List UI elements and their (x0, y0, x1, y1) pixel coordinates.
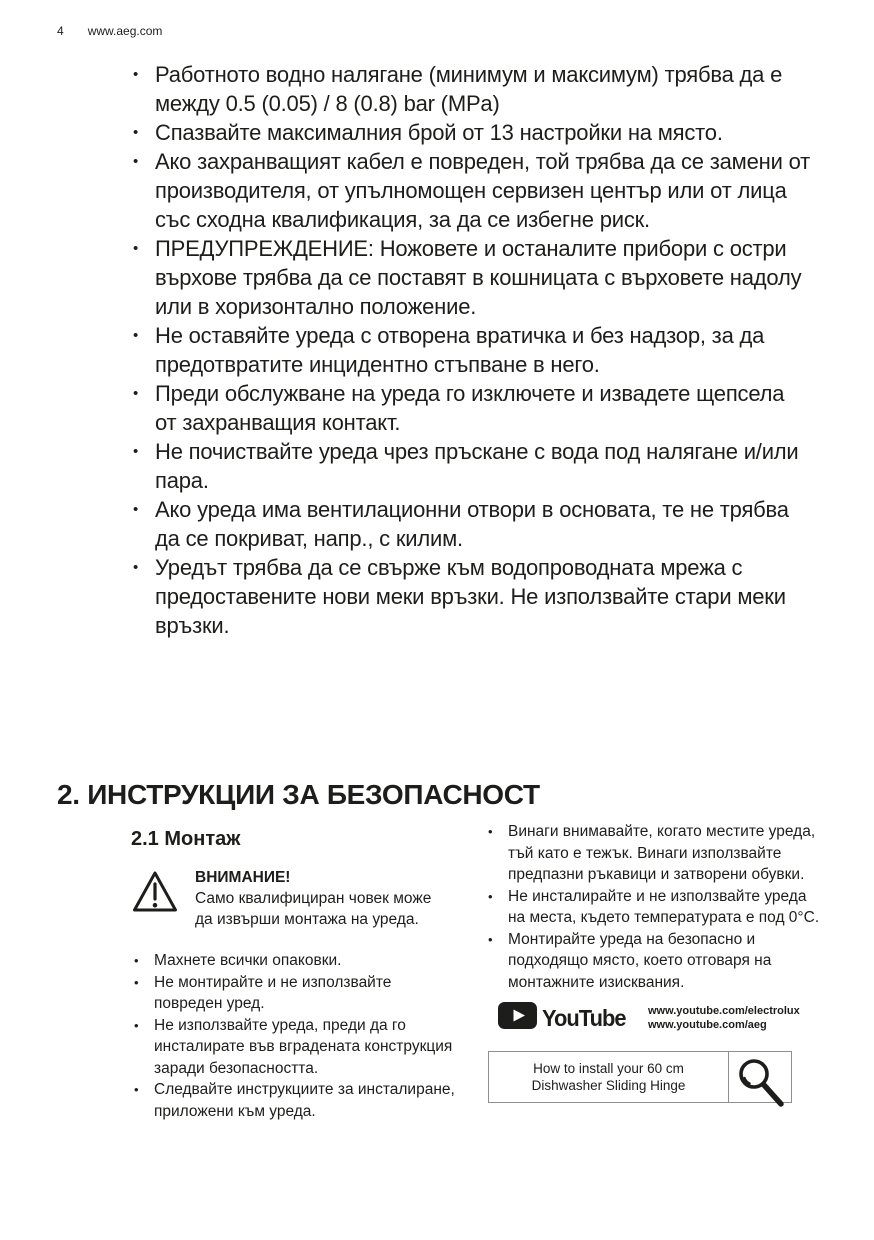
warning-text: Само квалифициран човек може да извърши монтажа на уреда. (195, 890, 432, 928)
list-item: • Ако уреда има вентилационни отвори в основата, те не трябва да се покриват, напр., с килим. (133, 495, 811, 553)
list-item: • Винаги внимавайте, когато местите уреда, тъй като е тежък. Винаги използвайте предпазни ръкавици и затворени обувки. (485, 821, 825, 886)
section-title: 2. ИНСТРУКЦИИ ЗА БЕЗОПАСНОСТ (57, 779, 540, 810)
warning-body (195, 867, 435, 930)
installation-list-right (485, 821, 825, 993)
site-url: www.aeg.com (87, 24, 163, 38)
page-header (57, 24, 162, 38)
youtube-play-icon (498, 1002, 537, 1034)
page-number: 4 (57, 24, 64, 38)
video-reference-box (488, 1051, 792, 1103)
installation-column-right (485, 821, 825, 1103)
installation-list-left (131, 950, 463, 1122)
video-search-cell (729, 1052, 791, 1102)
warning-title: ВНИМАНИЕ! (195, 869, 291, 886)
youtube-url-aeg: www.youtube.com/aeg (647, 1019, 767, 1031)
list-item: • Не оставяйте уреда с отворена вратичка и без надзор, за да предотвратите инцидентно стъпване в него. (133, 321, 811, 379)
list-item: • Уредът трябва да се свърже към водопроводната мрежа с предоставените нови меки връзки. Не използвайте стари меки връзки. (133, 553, 811, 640)
list-item: • ПРЕДУПРЕЖДЕНИЕ: Ножовете и останалите прибори с остри върхове трябва да се поставят в кошницата с върховете надолу или в хоризонтално положение. (133, 234, 811, 321)
video-title-line1: How to install your 60 cm (533, 1061, 684, 1076)
list-item: • Махнете всички опаковки. (131, 950, 463, 972)
list-item: • Преди обслужване на уреда го изключете и извадете щепсела от захранващия контакт. (133, 379, 811, 437)
list-item: • Ако захранващият кабел е повреден, той трябва да се замени от производителя, от упълномощен сервизен център или от лица със сходна квалификация, за да се избегне риск. (133, 147, 811, 234)
youtube-section (498, 1002, 825, 1034)
youtube-urls (648, 1004, 800, 1032)
video-title (489, 1052, 729, 1102)
list-item: • Не използвайте уреда, преди да го инсталирате във вградената конструкция заради безопасността. (131, 1015, 463, 1080)
safety-warning-list (133, 60, 811, 640)
subsection-title: 2.1 Монтаж (131, 828, 241, 850)
warning-triangle-icon (131, 867, 179, 930)
list-item: • Не почиствайте уреда чрез пръскане с вода под налягане и/или пара. (133, 437, 811, 495)
list-item: • Работното водно налягане (минимум и максимум) трябва да е между 0.5 (0.05) / 8 (0.8) bar (MPa) (133, 60, 811, 118)
installation-column-left (131, 828, 463, 1122)
warning-callout (131, 867, 463, 930)
video-title-line2: Dishwasher Sliding Hinge (531, 1078, 686, 1093)
list-item: • Не монтирайте и не използвайте повреден уред. (131, 972, 463, 1015)
youtube-wordmark: YouTube (542, 1004, 626, 1031)
list-item: • Не инсталирайте и не използвайте уреда на места, където температурата е под 0°C. (485, 886, 825, 929)
youtube-url-electrolux: www.youtube.com/electrolux (647, 1005, 800, 1017)
list-item: • Следвайте инструкциите за инсталиране, приложени към уреда. (131, 1079, 463, 1122)
list-item: • Спазвайте максималния брой от 13 настройки на място. (133, 118, 811, 147)
youtube-logo (498, 1002, 630, 1034)
list-item: • Монтирайте уреда на безопасно и подходящо място, което отговаря на монтажните изисквания. (485, 929, 825, 994)
